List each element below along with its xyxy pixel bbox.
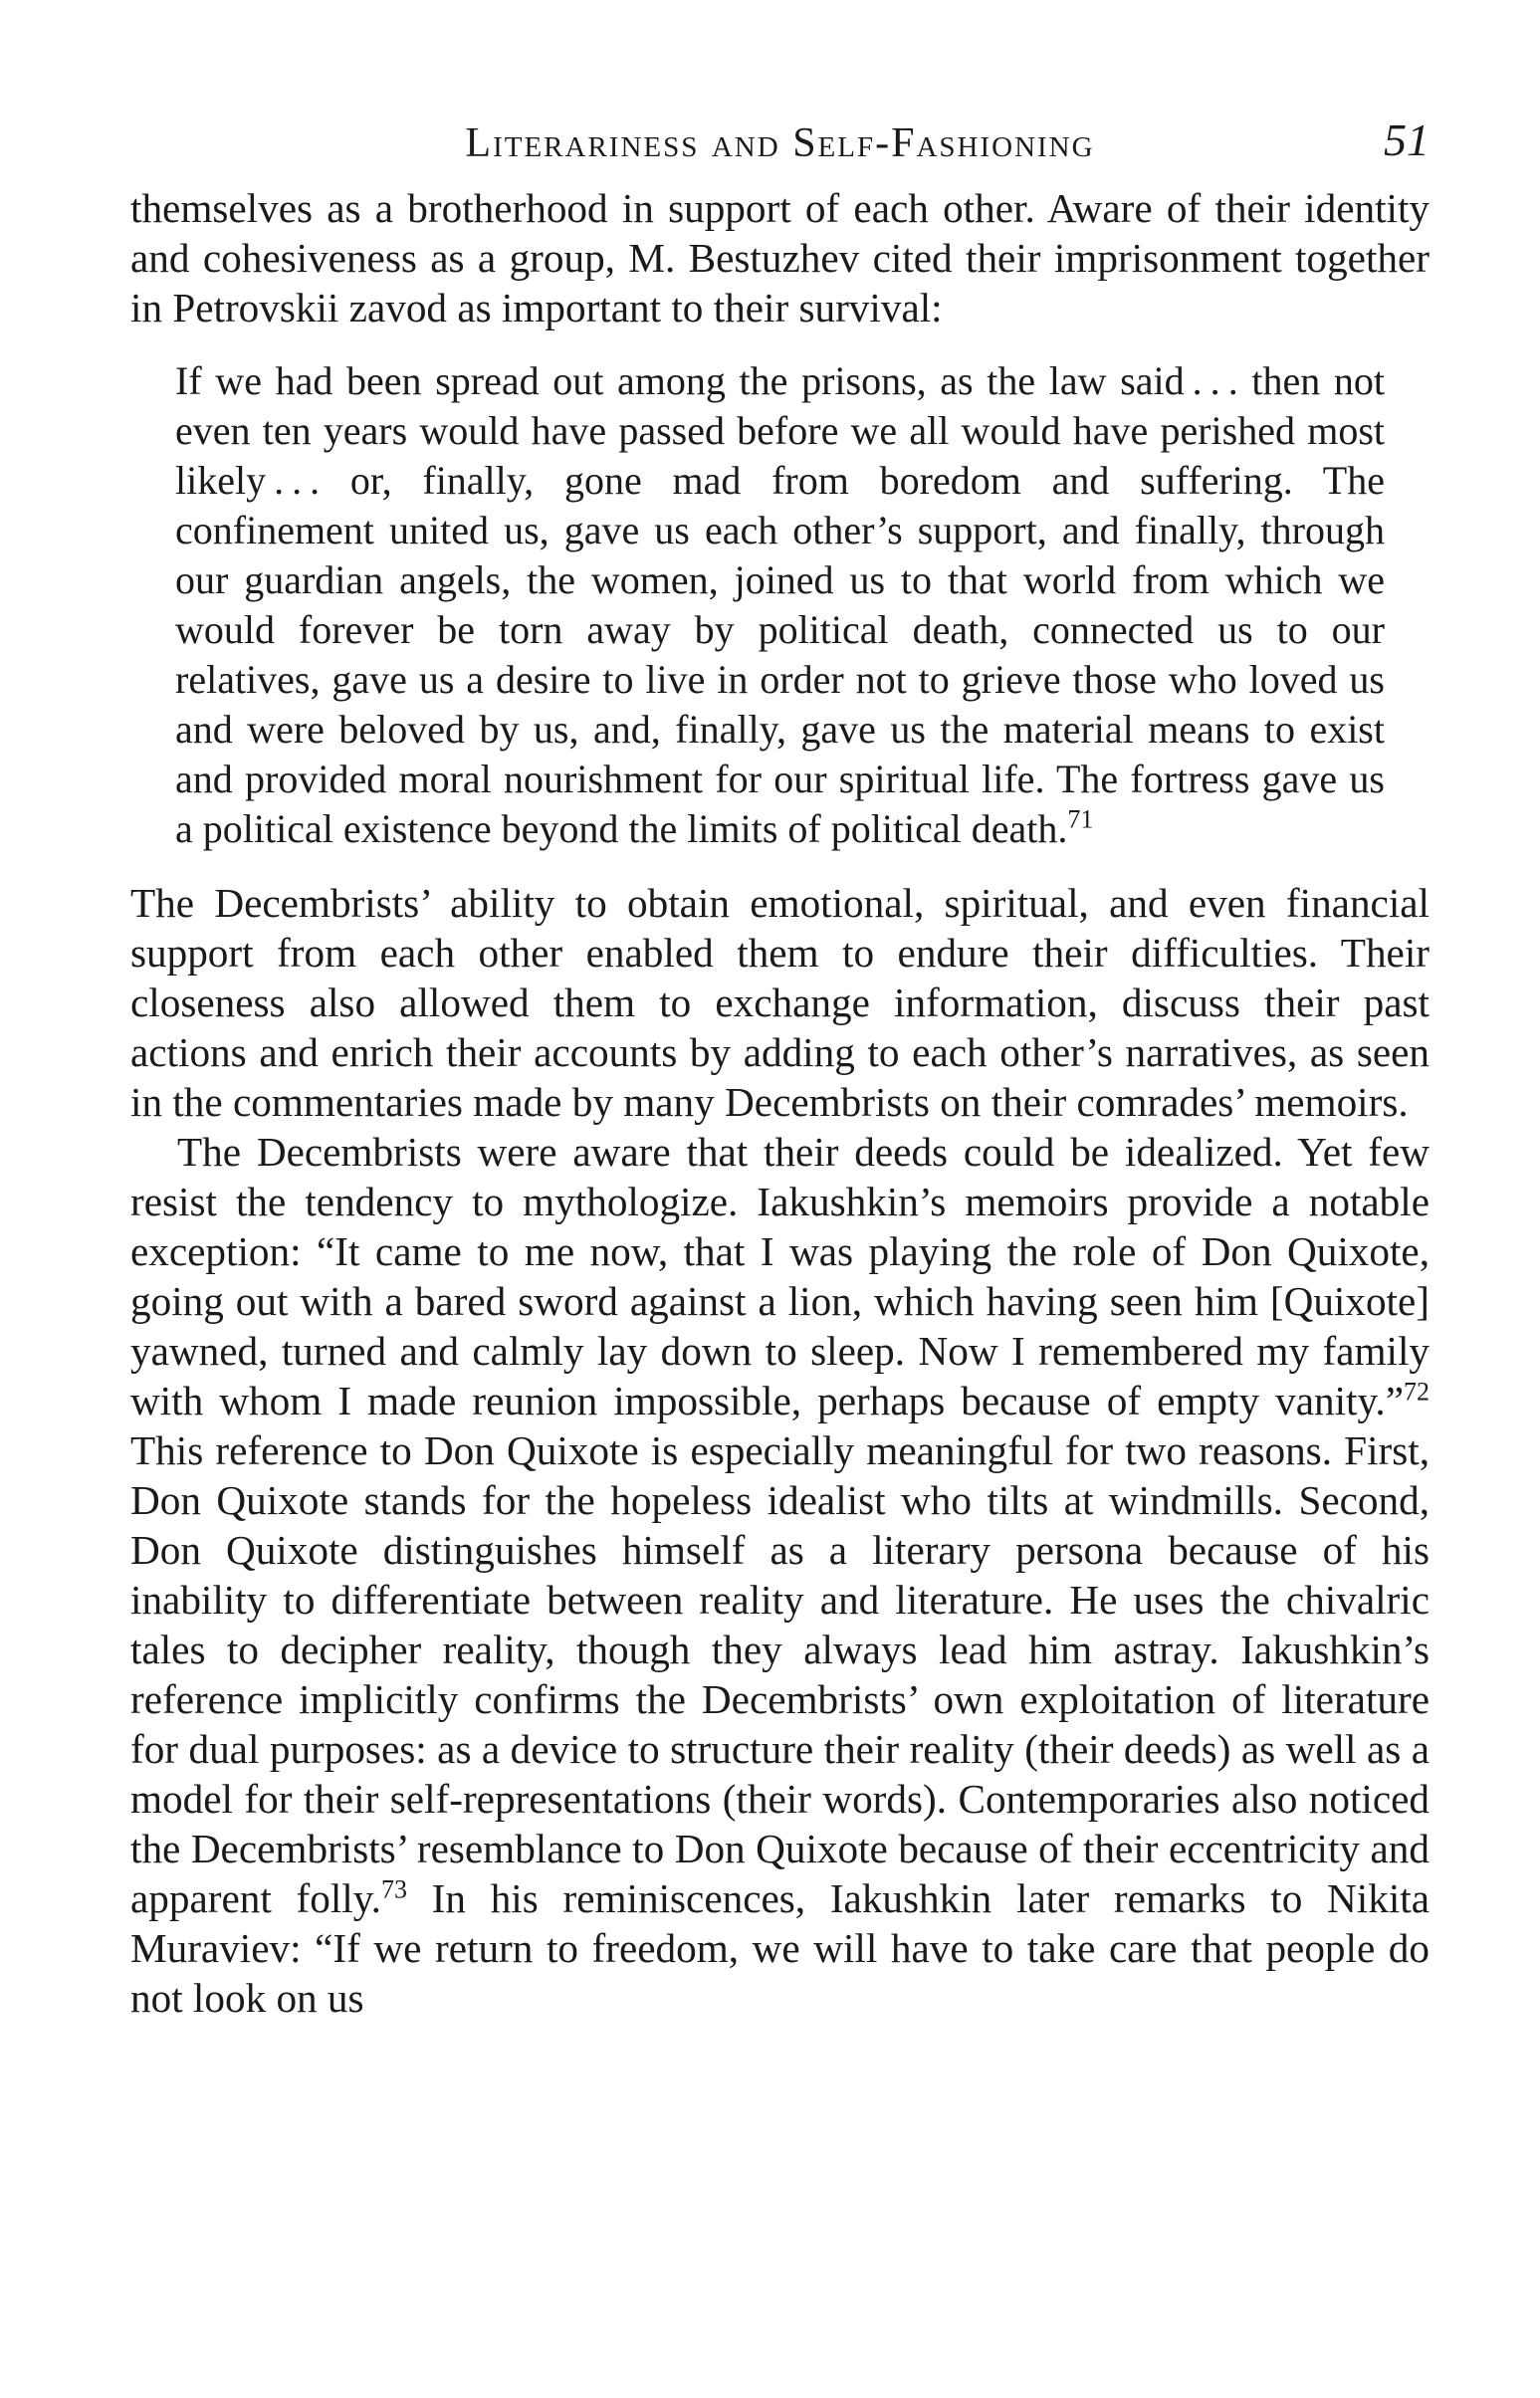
running-head	[130, 111, 1430, 171]
body-text	[130, 183, 1430, 2023]
footnote-ref-72: 72	[1404, 1377, 1430, 1407]
paragraph-3-part-a: The Decembrists were aware that their deeds could be idealized. Yet few resist the tendency to mythologize. Iakushkin’s memoirs provide a notable exception: “It came to me now, that I was playing the role of Don Quixote, going out with a bared sword against a lion, which having seen him [Quixote] yawned, turned and calmly lay down to sleep. Now I remembered my family with whom I made reunion impossible, perhaps because of empty vanity.”	[130, 1129, 1430, 1423]
paragraph-1: themselves as a brotherhood in support of each other. Aware of their identity and cohesiveness as a group, M. Bestuzhev cited their imprisonment together in Petrovskii zavod as important to their survival:	[130, 185, 1430, 330]
paragraph-3	[130, 1127, 1430, 2023]
running-title: Literariness and Self-Fashioning	[465, 120, 1095, 166]
paragraph-3-part-c: In his reminiscences, Iakushkin later remarks to Nikita Muraviev: “If we return to freedom, we will have to take care that people do not look on us	[130, 1875, 1430, 2021]
paragraph-3-part-b: This reference to Don Quixote is especially meaningful for two reasons. First, Don Quixote stands for the hopeless idealist who tilts at windmills. Second, Don Quixote distinguishes himself as a literary persona because of his inability to differentiate between reality and literature. He uses the chivalric tales to decipher reality, though they always lead him astray. Iakushkin’s reference implicitly confirms the Decembrists’ own exploitation of literature for dual purposes: as a device to structure their reality (their deeds) as well as a model for their self-representations (their words). Contemporaries also noticed the Decembrists’ resemblance to Don Quixote because of their eccentricity and apparent folly.	[130, 1427, 1430, 1921]
block-quote	[175, 356, 1385, 854]
page-number: 51	[1384, 114, 1430, 165]
footnote-ref-71: 71	[1067, 804, 1094, 834]
block-quote-text: If we had been spread out among the prisons, as the law said . . . then not even ten years would have passed before we all would have perished most likely . . . or, finally, gone mad from boredom and suffering. The confinement united us, gave us each other’s support, and finally, through our guardian angels, the women, joined us to that world from which we would forever be torn away by political death, connected us to our relatives, gave us a desire to live in order not to grieve those who loved us and were beloved by us, and, finally, gave us the material means to exist and provided moral nourishment for our spiritual life. The fortress gave us a political existence beyond the limits of political death.	[175, 358, 1385, 851]
footnote-ref-73: 73	[380, 1874, 407, 1904]
paragraph-2: The Decembrists’ ability to obtain emotional, spiritual, and even financial support from each other enabled them to endure their difficulties. Their closeness also allowed them to exchange information, discuss their past actions and enrich their accounts by adding to each other’s narratives, as seen in the commentaries made by many Decembrists on their comrades’ memoirs.	[130, 880, 1430, 1125]
